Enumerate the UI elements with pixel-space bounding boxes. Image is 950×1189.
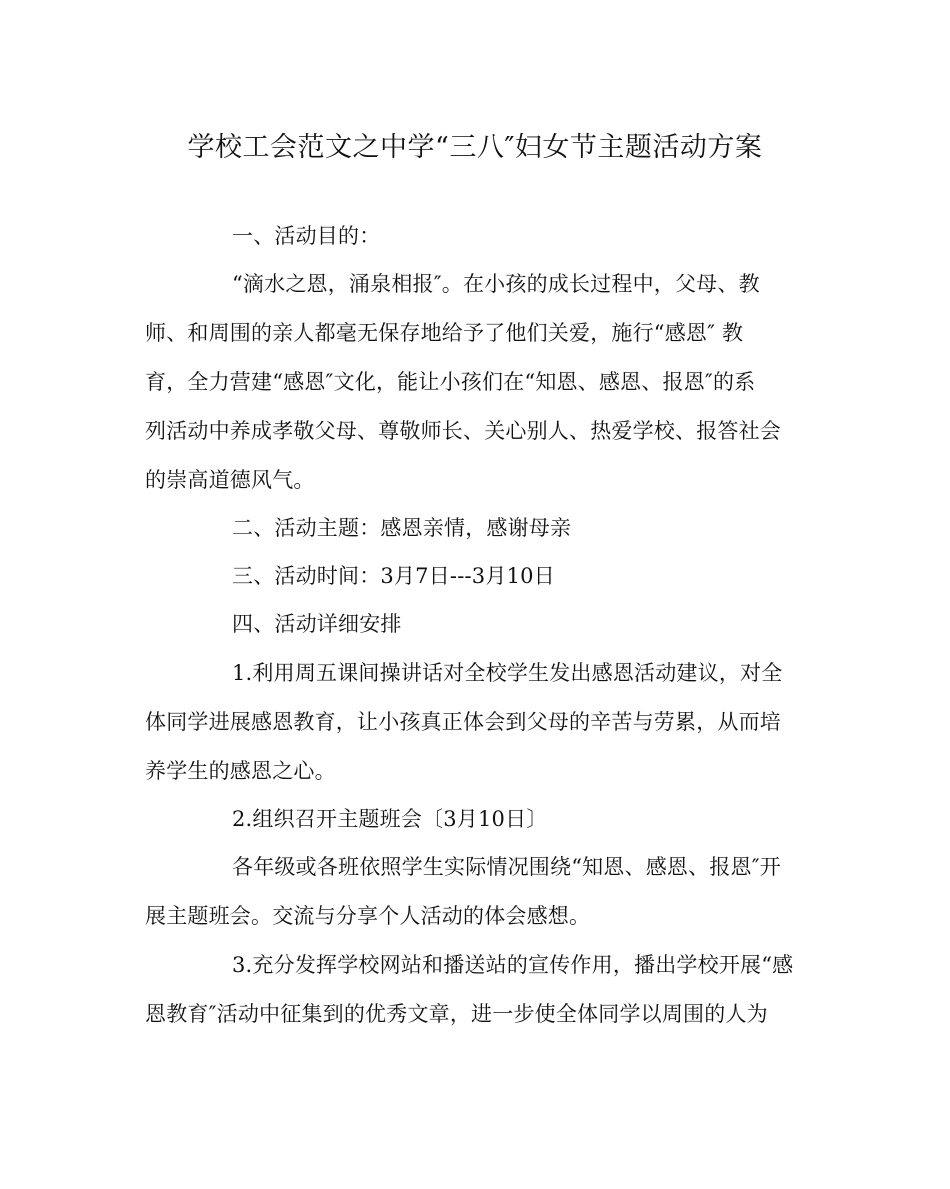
paragraph-line: “滴水之恩，涌泉相报″。在小孩的成长过程中，父母、教	[232, 272, 760, 296]
paragraph-line: 3.充分发挥学校网站和播送站的宣传作用，播出学校开展“感	[232, 953, 794, 977]
paragraph-line: 恩教育″活动中征集到的优秀文章，进一步使全体同学以周围的人为	[145, 1002, 768, 1026]
paragraph-line: 师、和周围的亲人都毫无保存地给予了他们关爱，施行“感恩″ 教	[145, 321, 744, 345]
paragraph-line: 养学生的感恩之心。	[145, 759, 336, 783]
paragraph-line: 的崇高道德风气。	[145, 468, 315, 492]
paragraph-line: 列活动中养成孝敬父母、尊敬师长、关心别人、热爱学校、报答社会	[145, 419, 781, 443]
paragraph-line: 各年级或各班依照学生实际情况围绕“知恩、感恩、报恩″开	[232, 855, 781, 879]
paragraph-line: 育，全力营建“感恩″文化，能让小孩们在“知恩、感恩、报恩″的系	[145, 370, 756, 394]
paragraph-line: 2.组织召开主题班会〔3月10日〕	[232, 807, 548, 831]
document-title: 学校工会范文之中学“三八″妇女节主题活动方案	[187, 132, 763, 163]
paragraph-line: 展主题班会。交流与分享个人活动的体会感想。	[145, 904, 591, 928]
section-heading-schedule: 四、活动详细安排	[232, 612, 402, 636]
section-heading-purpose: 一、活动目的：	[232, 224, 381, 248]
paragraph-line: 体同学进展感恩教育，让小孩真正体会到父母的辛苦与劳累，从而培	[145, 710, 781, 734]
section-heading-theme: 二、活动主题：感恩亲情，感谢母亲	[232, 516, 572, 540]
section-heading-time: 三、活动时间：3月7日---3月10日	[232, 564, 555, 588]
paragraph-line: 1.利用周五课间操讲话对全校学生发出感恩活动建议，对全	[232, 661, 783, 685]
